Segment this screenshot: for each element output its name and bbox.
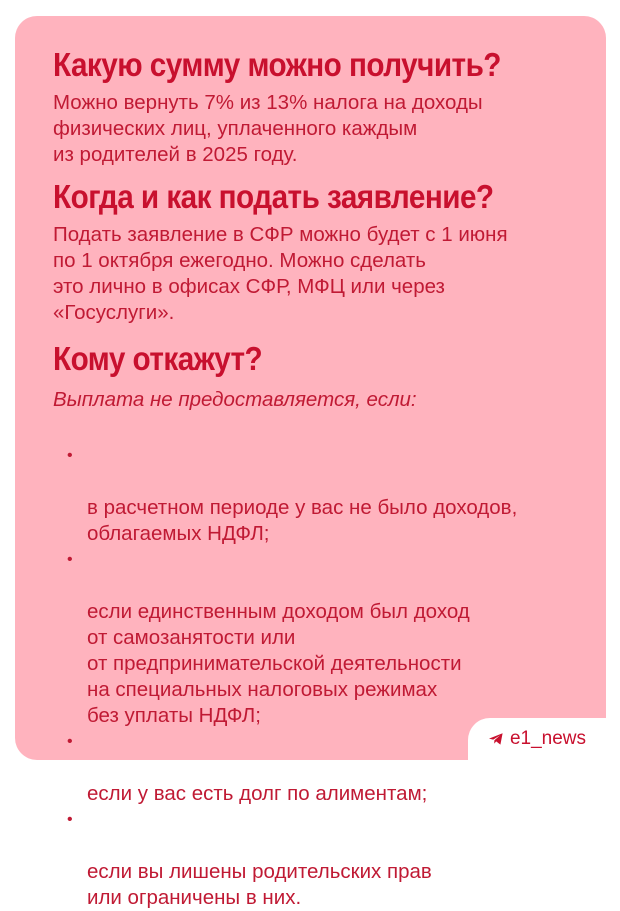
brand-label: e1_news [509,728,587,749]
list-item [53,547,613,729]
list-item [53,443,613,547]
list-item [53,807,613,911]
section-heading-application: Когда и как подать заявление? [53,178,494,215]
section-text-amount: Можно вернуть 7% из 13% налога на доходы физических лиц, уплаченного каждым из родителей в 2025 году. [53,91,483,166]
info-card [15,16,606,909]
list-item-text: если вы лишены родительских прав или ограничены в них. [87,860,432,909]
telegram-icon [488,731,504,747]
section-heading-refusal: Кому откажут? [53,340,263,377]
card-content [53,46,613,911]
bullet-dot: • [67,733,73,750]
bullet-dot: • [67,811,73,828]
refusal-list [53,443,613,911]
list-item-text: если у вас есть долг по алиментам; [87,782,428,805]
list-item-text: если единственным доходом был доход от самозанятости или от предпринимательской деятельности на специальных налоговых режимах без уплаты НДФЛ; [87,600,470,727]
bullet-dot: • [67,447,73,464]
bullet-dot: • [67,551,73,568]
brand-badge[interactable] [468,718,606,760]
section-heading-amount: Какую сумму можно получить? [53,46,501,83]
refusal-intro: Выплата не предоставляется, если: [53,388,417,411]
list-item-text: в расчетном периоде у вас не было доходов, облагаемых НДФЛ; [87,496,518,545]
section-text-application: Подать заявление в СФР можно будет с 1 июня по 1 октября ежегодно. Можно сделать это лично в офисах СФР, МФЦ или через «Госуслуги». [53,223,508,324]
